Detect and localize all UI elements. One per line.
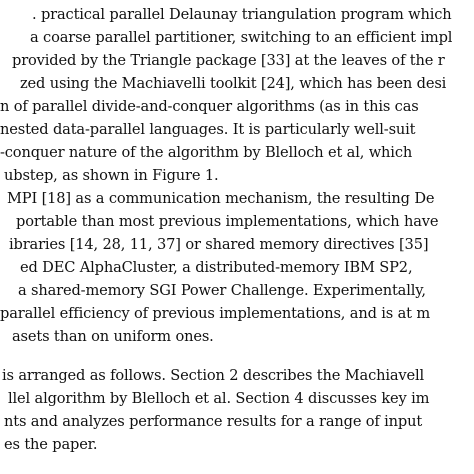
text-line: a coarse parallel partitioner, switching to an efficient impl [30,29,453,46]
text-line: llel algorithm by Blelloch et al. Section 4 discusses key im [8,390,430,407]
text-line: zed using the Machiavelli toolkit [24], which has been desi [20,75,447,92]
text-line: es the paper. [4,436,98,453]
text-line: MPI [18] as a communication mechanism, the resulting De [7,190,435,207]
text-line: a shared-memory SGI Power Challenge. Experimentally, [18,282,426,299]
text-line: . practical parallel Delaunay triangulation program which [32,6,452,23]
text-line: ubstep, as shown in Figure 1. [4,167,219,184]
text-line: n of parallel divide-and-conquer algorithms (as in this cas [0,98,419,115]
text-line: ibraries [14, 28, 11, 37] or shared memory directives [35] [9,236,429,253]
text-line: parallel efficiency of previous implementations, and is at m [0,305,431,322]
text-line: -conquer nature of the algorithm by Blelloch et al, which [0,144,413,161]
text-line: nts and analyzes performance results for a range of input [4,413,423,430]
text-line: is arranged as follows. Section 2 describes the Machiavell [2,367,425,384]
text-line: ed DEC AlphaCluster, a distributed-memory IBM SP2, [20,259,413,276]
text-line: provided by the Triangle package [33] at the leaves of the r [12,52,445,69]
text-line: nested data-parallel languages. It is particularly well-suit [0,121,416,138]
text-line: portable than most previous implementations, which have [16,213,439,230]
text-line: asets than on uniform ones. [12,328,214,345]
